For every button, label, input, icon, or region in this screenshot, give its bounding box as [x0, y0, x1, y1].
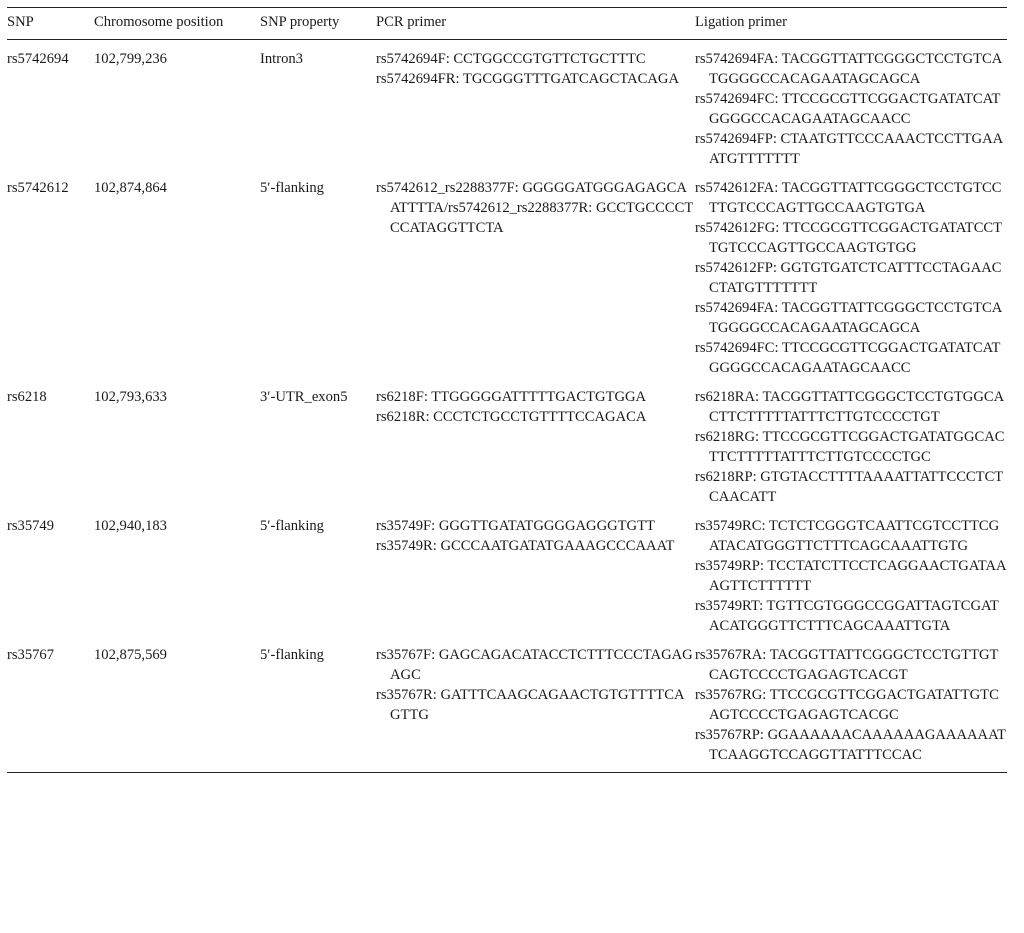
ligation-primer-sequence: rs35749RP: TCCTATCTTCCTCAGGAACTGATAAAGTTCTTTTTT: [695, 558, 1007, 594]
ligation-primer-sequence: rs5742612FP: GGTGTGATCTCATTTCCTAGAACCTATGTTTTTTT: [695, 260, 1002, 296]
pcr-primer-sequence: rs5742612_rs2288377F: GGGGGATGGGAGAGCAATTTTA/rs5742612_rs2288377R: GCCTGCCCCTCCATAGGTTCTA: [376, 180, 694, 236]
pcr-primer-cell: [376, 169, 695, 378]
ligation-primer-sequence: rs5742694FA: TACGGTTATTCGGGCTCCTGTCATGGGGCCACAGAATAGCAGCA: [695, 300, 1003, 336]
ligation-primer-sequence: rs6218RA: TACGGTTATTCGGGCTCCTGTGGCACTTCTTTTTATTTCTTGTCCCCTGT: [695, 389, 1005, 425]
ligation-primer-sequence: rs5742612FA: TACGGTTATTCGGGCTCCTGTCCTTGTCCCAGTTGCCAAGTGTGA: [695, 180, 1002, 216]
snp-cell: rs6218: [7, 389, 47, 405]
pcr-primer-sequence: rs35749R: GCCCAATGATATGAAAGCCCAAAT: [376, 538, 675, 554]
snp-property-cell: Intron3: [260, 51, 303, 67]
ligation-primer-sequence: rs35749RC: TCTCTCGGGTCAATTCGTCCTTCGATACATGGGTTCTTTCAGCAAATTGTG: [695, 518, 1000, 554]
chromosome-position-cell: 102,793,633: [94, 389, 167, 405]
ligation-primer-sequence: rs5742694FP: CTAATGTTCCCAAACTCCTTGAAATGTTTTTTT: [695, 131, 1004, 167]
pcr-primer-cell: [376, 378, 695, 507]
pcr-primer-cell: [376, 636, 695, 773]
pcr-primer-sequence: rs35767R: GATTTCAAGCAGAACTGTGTTTTCAGTTG: [376, 687, 685, 723]
pcr-primer-sequence: rs6218F: TTGGGGGATTTTTGACTGTGGA: [376, 389, 647, 405]
pcr-primer-sequence: rs35749F: GGGTTGATATGGGGAGGGTGTT: [376, 518, 655, 534]
pcr-primer-cell: [376, 40, 695, 170]
chromosome-position-cell: 102,875,569: [94, 647, 167, 663]
ligation-primer-cell: [695, 636, 1007, 773]
snp-cell: rs5742694: [7, 51, 69, 67]
ligation-primer-sequence: rs35767RG: TTCCGCGTTCGGACTGATATTGTCAGTCCCCTGAGAGTCACGC: [695, 687, 999, 723]
table-header: [7, 8, 1007, 40]
ligation-primer-sequence: rs5742694FC: TTCCGCGTTCGGACTGATATCATGGGGCCACAGAATAGCAACC: [695, 91, 1001, 127]
header-ligation-primer: Ligation primer: [695, 14, 787, 30]
header-chromosome-position: Chromosome position: [94, 14, 224, 30]
table-row: [7, 636, 1007, 773]
chromosome-position-cell: 102,940,183: [94, 518, 167, 534]
snp-property-cell: 5′-flanking: [260, 180, 324, 196]
chromosome-position-cell: 102,874,864: [94, 180, 167, 196]
pcr-primer-cell: [376, 507, 695, 636]
ligation-primer-cell: [695, 507, 1007, 636]
pcr-primer-sequence: rs5742694FR: TGCGGGTTTGATCAGCTACAGA: [376, 71, 680, 87]
ligation-primer-sequence: rs35749RT: TGTTCGTGGGCCGGATTAGTCGATACATGGGTTCTTTCAGCAAATTGTA: [695, 598, 999, 634]
table-row: [7, 169, 1007, 378]
header-snp-property: SNP property: [260, 14, 340, 30]
ligation-primer-sequence: rs6218RP: GTGTACCTTTTAAAATTATTCCCTCTCAACATT: [695, 469, 1004, 505]
pcr-primer-sequence: rs5742694F: CCTGGCCGTGTTCTGCTTTC: [376, 51, 646, 67]
snp-primer-table: [7, 7, 1007, 773]
ligation-primer-cell: [695, 378, 1007, 507]
ligation-primer-sequence: rs35767RP: GGAAAAAACAAAAAAGAAAAAATTCAAGGTCCAGGTTATTTCCAC: [695, 727, 1006, 763]
chromosome-position-cell: 102,799,236: [94, 51, 167, 67]
ligation-primer-sequence: rs5742694FC: TTCCGCGTTCGGACTGATATCATGGGGCCACAGAATAGCAACC: [695, 340, 1001, 376]
pcr-primer-sequence: rs6218R: CCCTCTGCCTGTTTTCCAGACA: [376, 409, 647, 425]
snp-property-cell: 3′-UTR_exon5: [260, 389, 348, 405]
header-snp: SNP: [7, 14, 34, 30]
snp-cell: rs35749: [7, 518, 55, 534]
ligation-primer-sequence: rs5742694FA: TACGGTTATTCGGGCTCCTGTCATGGGGCCACAGAATAGCAGCA: [695, 51, 1003, 87]
snp-cell: rs5742612: [7, 180, 69, 196]
snp-property-cell: 5′-flanking: [260, 518, 324, 534]
header-pcr-primer: PCR primer: [376, 14, 447, 30]
ligation-primer-cell: [695, 40, 1007, 170]
snp-cell: rs35767: [7, 647, 55, 663]
table-row: [7, 378, 1007, 507]
ligation-primer-sequence: rs35767RA: TACGGTTATTCGGGCTCCTGTTGTCAGTCCCCTGAGAGTCACGT: [695, 647, 999, 683]
table-row: [7, 507, 1007, 636]
table-body: [7, 40, 1007, 773]
pcr-primer-sequence: rs35767F: GAGCAGACATACCTCTTTCCCTAGAGAGC: [376, 647, 693, 683]
ligation-primer-sequence: rs5742612FG: TTCCGCGTTCGGACTGATATCCTTGTCCCAGTTGCCAAGTGTGG: [695, 220, 1003, 256]
header-row: [7, 8, 1007, 40]
snp-property-cell: 5′-flanking: [260, 647, 324, 663]
ligation-primer-cell: [695, 169, 1007, 378]
ligation-primer-sequence: rs6218RG: TTCCGCGTTCGGACTGATATGGCACTTCTTTTTATTTCTTGTCCCCTGC: [695, 429, 1005, 465]
table-row: [7, 40, 1007, 170]
